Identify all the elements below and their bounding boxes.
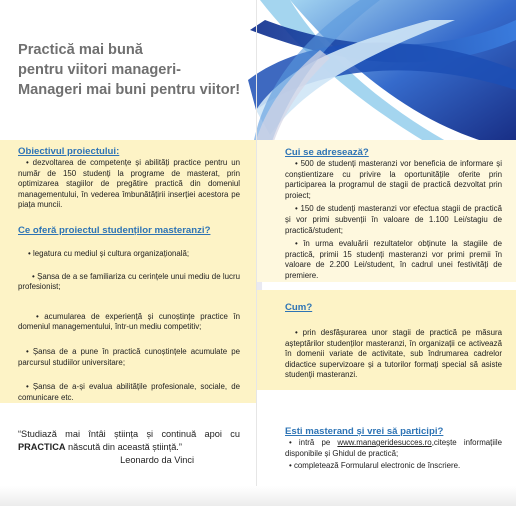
- title-line-3: Manageri mai buni pentru viitor!: [18, 82, 241, 98]
- offer-item-4: • Șansa de a pune în practică cunoștințele acumulate pe parcursul studiilor universitare;: [18, 346, 240, 367]
- quote-text-start: “Studiază mai întâi știința și continuă apoi cu: [18, 429, 240, 439]
- offer-item-1: • legatura cu mediul și cultura organizațională;: [28, 249, 190, 258]
- how-text: [285, 328, 502, 381]
- audience-list: [285, 159, 502, 282]
- offers-list: [18, 249, 240, 403]
- quote-emphasis: PRACTICA: [18, 442, 66, 452]
- website-link[interactable]: www.manageridesucces.ro: [337, 438, 432, 447]
- offer-item-3: • acumularea de experiență și cunoștințe practice în domeniul managementului, într-un mediu competitiv;: [18, 311, 240, 332]
- offer-item-2: • Șansa de a se familiariza cu cerințele unui mediu de lucru profesionist;: [18, 271, 240, 292]
- participate-item-2: • completează Formularul electronic de înscriere.: [289, 461, 461, 471]
- how-heading: Cum?: [285, 302, 313, 313]
- quote-author: Leonardo da Vinci: [120, 455, 194, 465]
- title-line-2: pentru viitori manageri-: [18, 62, 181, 78]
- objective-heading: Obiectivul proiectului:: [18, 146, 120, 157]
- participate-item-1-start: • intră pe: [289, 438, 338, 447]
- objective-paragraph: • dezvoltarea de competențe și abilități practice pentru un număr de 150 studenți la programe de masterat, prin optimizarea stagiilor de pregătire practică din domeniul managementului, în vederea îmbunătățirii inserției acestora pe piața muncii.: [18, 158, 240, 210]
- objective-text: [18, 158, 240, 211]
- participate-item-1-end: ,citește informațiile disponibile și Ghidul de practică;: [285, 438, 503, 458]
- quote-text-end: născută din această știință.”: [65, 442, 182, 452]
- participate-list: [285, 438, 502, 472]
- audience-item-3: • în urma evaluării rezultatelor obținute la stagiile de practică, primii 15 studenți masteranzi vor primi premii în valoare de 2.200 Lei/student, în cadrul unei festivități de premiere.: [285, 239, 502, 280]
- participate-item-1: [285, 438, 502, 459]
- offers-heading: Ce oferă proiectul studenților masteranzi?: [18, 225, 211, 236]
- audience-item-1: • 500 de studenți masteranzi vor beneficia de informare și conștientizare cu privire la oportunitățile oferite prin participarea la programul de stagii de practică dezvoltat prin proiect;: [285, 159, 502, 200]
- quote: [18, 428, 240, 467]
- how-paragraph: • prin desfășurarea unor stagii de practică pe măsura așteptărilor studenților masteranzi, în organizații ce activează în domenii variate de activitate, sub îndrumarea cadrelor didactice supervizoare și a tutorilor formați special să asiste studenții masteranzi.: [285, 328, 502, 380]
- participate-heading: Esti masterand și vrei să participi?: [285, 426, 444, 437]
- offer-item-5: • Șansa de a-și evalua abilitățile profesionale, sociale, de comunicare etc.: [18, 382, 240, 402]
- title-line-1: Practică mai bună: [18, 42, 143, 58]
- bottom-shade: [0, 486, 516, 506]
- audience-item-2: • 150 de studenți masteranzi vor efectua stagii de practică și vor primi subvenții în valoare de 1.100 Lei/stagiu de practică/student;: [285, 204, 502, 235]
- audience-heading: Cui se adresează?: [285, 147, 369, 158]
- page-title: [18, 40, 268, 100]
